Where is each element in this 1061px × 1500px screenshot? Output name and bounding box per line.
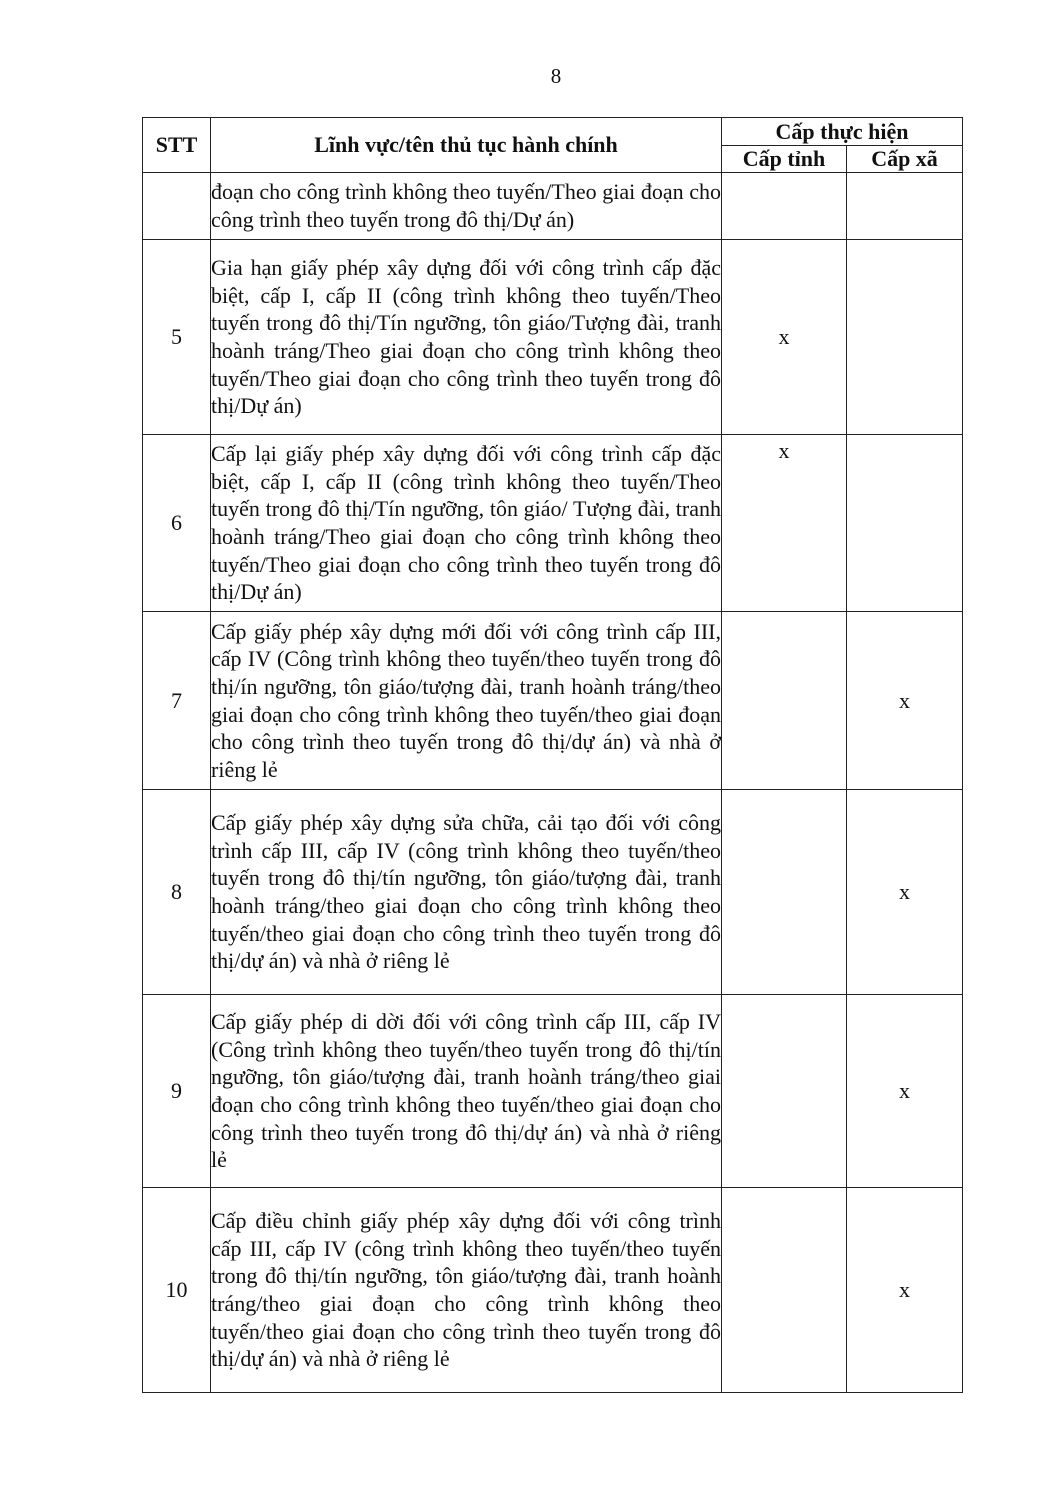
row-provincial-mark: x <box>722 435 847 612</box>
row-procedure-name: Cấp điều chỉnh giấy phép xây dựng đối với công trình cấp III, cấp IV (công trình không theo tuyến/theo tuyến trong đô thị/tín ngưỡng, tôn giáo/tượng đài, tranh hoành tráng/theo giai đoạn cho công trình không theo tuyến/theo giai đoạn cho công trình theo tuyến trong đô thị/dự án) và nhà ở riêng lẻ <box>211 1188 722 1393</box>
table-row <box>143 435 963 612</box>
row-commune-mark: x <box>847 995 963 1188</box>
table-header <box>143 118 963 173</box>
page-number: 8 <box>550 64 562 88</box>
row-commune-mark: x <box>847 790 963 995</box>
header-commune-level: Cấp xã <box>847 146 963 173</box>
table-body <box>143 173 963 1393</box>
row-stt: 9 <box>143 995 211 1188</box>
row-procedure-name: đoạn cho công trình không theo tuyến/Theo giai đoạn cho công trình theo tuyến trong đô thị/Dự án) <box>211 173 722 240</box>
row-provincial-mark <box>722 995 847 1188</box>
row-commune-mark: x <box>847 1188 963 1393</box>
row-provincial-mark <box>722 790 847 995</box>
row-provincial-mark <box>722 612 847 790</box>
table-row <box>143 612 963 790</box>
row-procedure-name: Cấp giấy phép xây dựng sửa chữa, cải tạo đối với công trình cấp III, cấp IV (công trình không theo tuyến/theo tuyến trong đô thị/tín ngưỡng, tôn giáo/tượng đài, tranh hoành tráng/theo giai đoạn cho công trình không theo tuyến/theo giai đoạn cho công trình theo tuyến trong đô thị/dự án) và nhà ở riêng lẻ <box>211 790 722 995</box>
row-provincial-mark: x <box>722 240 847 435</box>
row-procedure-name: Cấp giấy phép di dời đối với công trình cấp III, cấp IV (Công trình không theo tuyến/theo tuyến trong đô thị/tín ngưỡng, tôn giáo/tượng đài, tranh hoành tráng/theo giai đoạn cho công trình không theo tuyến/theo giai đoạn cho công trình theo tuyến trong đô thị/dự án) và nhà ở riêng lẻ <box>211 995 722 1188</box>
row-procedure-name: Gia hạn giấy phép xây dựng đối với công trình cấp đặc biệt, cấp I, cấp II (công trình không theo tuyến/Theo tuyến trong đô thị/Tín ngưỡng, tôn giáo/Tượng đài, tranh hoành tráng/Theo giai đoạn cho công trình không theo tuyến/Theo giai đoạn cho công trình theo tuyến trong đô thị/Dự án) <box>211 240 722 435</box>
row-stt: 6 <box>143 435 211 612</box>
procedure-table <box>142 117 963 1393</box>
table-row <box>143 790 963 995</box>
row-procedure-name: Cấp giấy phép xây dựng mới đối với công trình cấp III, cấp IV (Công trình không theo tuyến/theo tuyến trong đô thị/ín ngưỡng, tôn giáo/tượng đài, tranh hoành tráng/theo giai đoạn cho công trình không theo tuyến/theo giai đoạn cho công trình theo tuyến trong đô thị/dự án) và nhà ở riêng lẻ <box>211 612 722 790</box>
header-stt: STT <box>143 118 211 173</box>
row-stt: 7 <box>143 612 211 790</box>
row-commune-mark <box>847 173 963 240</box>
header-procedure-name: Lĩnh vực/tên thủ tục hành chính <box>211 118 722 173</box>
row-stt: 10 <box>143 1188 211 1393</box>
table-row <box>143 995 963 1188</box>
header-implementation-level: Cấp thực hiện <box>722 118 963 146</box>
table-row <box>143 1188 963 1393</box>
row-stt: 5 <box>143 240 211 435</box>
row-commune-mark <box>847 240 963 435</box>
table-row <box>143 173 963 240</box>
row-stt <box>143 173 211 240</box>
row-procedure-name: Cấp lại giấy phép xây dựng đối với công trình cấp đặc biệt, cấp I, cấp II (công trình không theo tuyến/Theo tuyến trong đô thị/Tín ngưỡng, tôn giáo/ Tượng đài, tranh hoành tráng/Theo giai đoạn cho công trình không theo tuyến/Theo giai đoạn cho công trình theo tuyến trong đô thị/Dự án) <box>211 435 722 612</box>
header-provincial-level: Cấp tỉnh <box>722 146 847 173</box>
row-stt: 8 <box>143 790 211 995</box>
row-provincial-mark <box>722 173 847 240</box>
row-provincial-mark <box>722 1188 847 1393</box>
row-commune-mark <box>847 435 963 612</box>
table-row <box>143 240 963 435</box>
row-commune-mark: x <box>847 612 963 790</box>
